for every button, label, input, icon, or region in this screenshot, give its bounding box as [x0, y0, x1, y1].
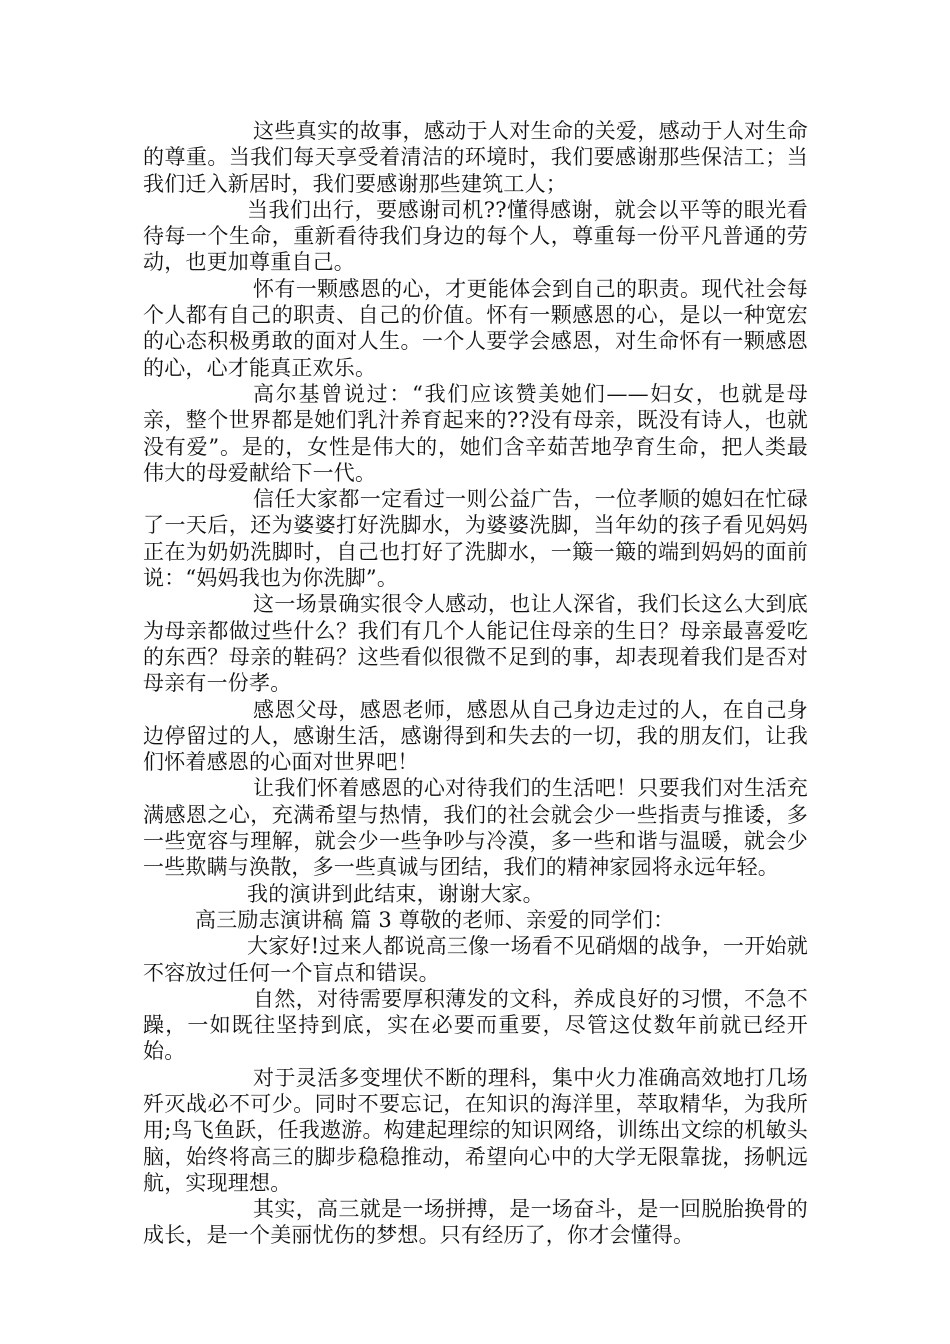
paragraph: 怀有一颗感恩的心，才更能体会到自己的职责。现代社会每个人都有自己的职责、自己的价值。怀有一颗感恩的心，是以一种宽宏的心态积极勇敢的面对人生。一个人要学会感恩，对生命怀有一颗感恩的心，心才能真正欢乐。	[143, 276, 808, 380]
document-body	[143, 118, 808, 1249]
paragraph: 自然，对待需要厚积薄发的文科，养成良好的习惯，不急不躁，一如既往坚持到底，实在必要而重要，尽管这仗数年前就已经开始。	[143, 986, 808, 1064]
paragraph: 当我们出行，要感谢司机??懂得感谢，就会以平等的眼光看待每一个生命，重新看待我们身边的每个人，尊重每一份平凡普通的劳动，也更加尊重自己。	[143, 197, 808, 275]
paragraph: 信任大家都一定看过一则公益广告，一位孝顺的媳妇在忙碌了一天后，还为婆婆打好洗脚水，为婆婆洗脚，当年幼的孩子看见妈妈正在为奶奶洗脚时，自己也打好了洗脚水，一簸一簸的端到妈妈的面前说：“妈妈我也为你洗脚”。	[143, 487, 808, 591]
paragraph: 这些真实的故事，感动于人对生命的关爱，感动于人对生命的尊重。当我们每天享受着清洁的环境时，我们要感谢那些保洁工；当我们迁入新居时，我们要感谢那些建筑工人；	[143, 119, 808, 196]
section-heading: 高三励志演讲稿 篇 3 尊敬的老师、亲爱的同学们：	[195, 907, 675, 932]
paragraph: 其实，高三就是一场拼搏，是一场奋斗，是一回脱胎换骨的成长，是一个美丽忧伤的梦想。只有经历了，你才会懂得。	[143, 1197, 808, 1248]
paragraph: 我的演讲到此结束，谢谢大家。	[247, 881, 544, 906]
paragraph: 大家好!过来人都说高三像一场看不见硝烟的战争，一开始就不容放过任何一个盲点和错误。	[143, 934, 808, 985]
paragraph: 高尔基曾说过：“我们应该赞美她们——妇女，也就是母亲，整个世界都是她们乳汁养育起来的??没有母亲，既没有诗人，也就没有爱”。是的，女性是伟大的，她们含辛茹苦地孕育生命，把人类最伟大的母爱献给下一代。	[143, 381, 808, 485]
paragraph: 这一场景确实很令人感动，也让人深省，我们长这么大到底为母亲都做过些什么？我们有几个人能记住母亲的生日？母亲最喜爱吃的东西？母亲的鞋码？这些看似很微不足到的事，却表现着我们是否对母亲有一份孝。	[143, 592, 808, 696]
paragraph: 对于灵活多变埋伏不断的理科，集中火力准确高效地打几场歼灭战必不可少。同时不要忘记，在知识的海洋里，萃取精华，为我所用;鸟飞鱼跃，任我遨游。构建起理综的知识网络，训练出文综的机敏头脑，始终将高三的脚步稳稳推动，希望向心中的大学无限靠拢，扬帆远航，实现理想。	[143, 1065, 808, 1195]
paragraph: 感恩父母，感恩老师，感恩从自己身边走过的人，在自己身边停留过的人，感谢生活，感谢得到和失去的一切，我的朋友们，让我们怀着感恩的心面对世界吧！	[143, 697, 808, 775]
paragraph: 让我们怀着感恩的心对待我们的生活吧！只要我们对生活充满感恩之心，充满希望与热情，我们的社会就会少一些指责与推诿，多一些宽容与理解，就会少一些争吵与冷漠，多一些和谐与温暖，就会少一些欺瞒与涣散，多一些真诚与团结，我们的精神家园将永远年轻。	[143, 776, 808, 880]
